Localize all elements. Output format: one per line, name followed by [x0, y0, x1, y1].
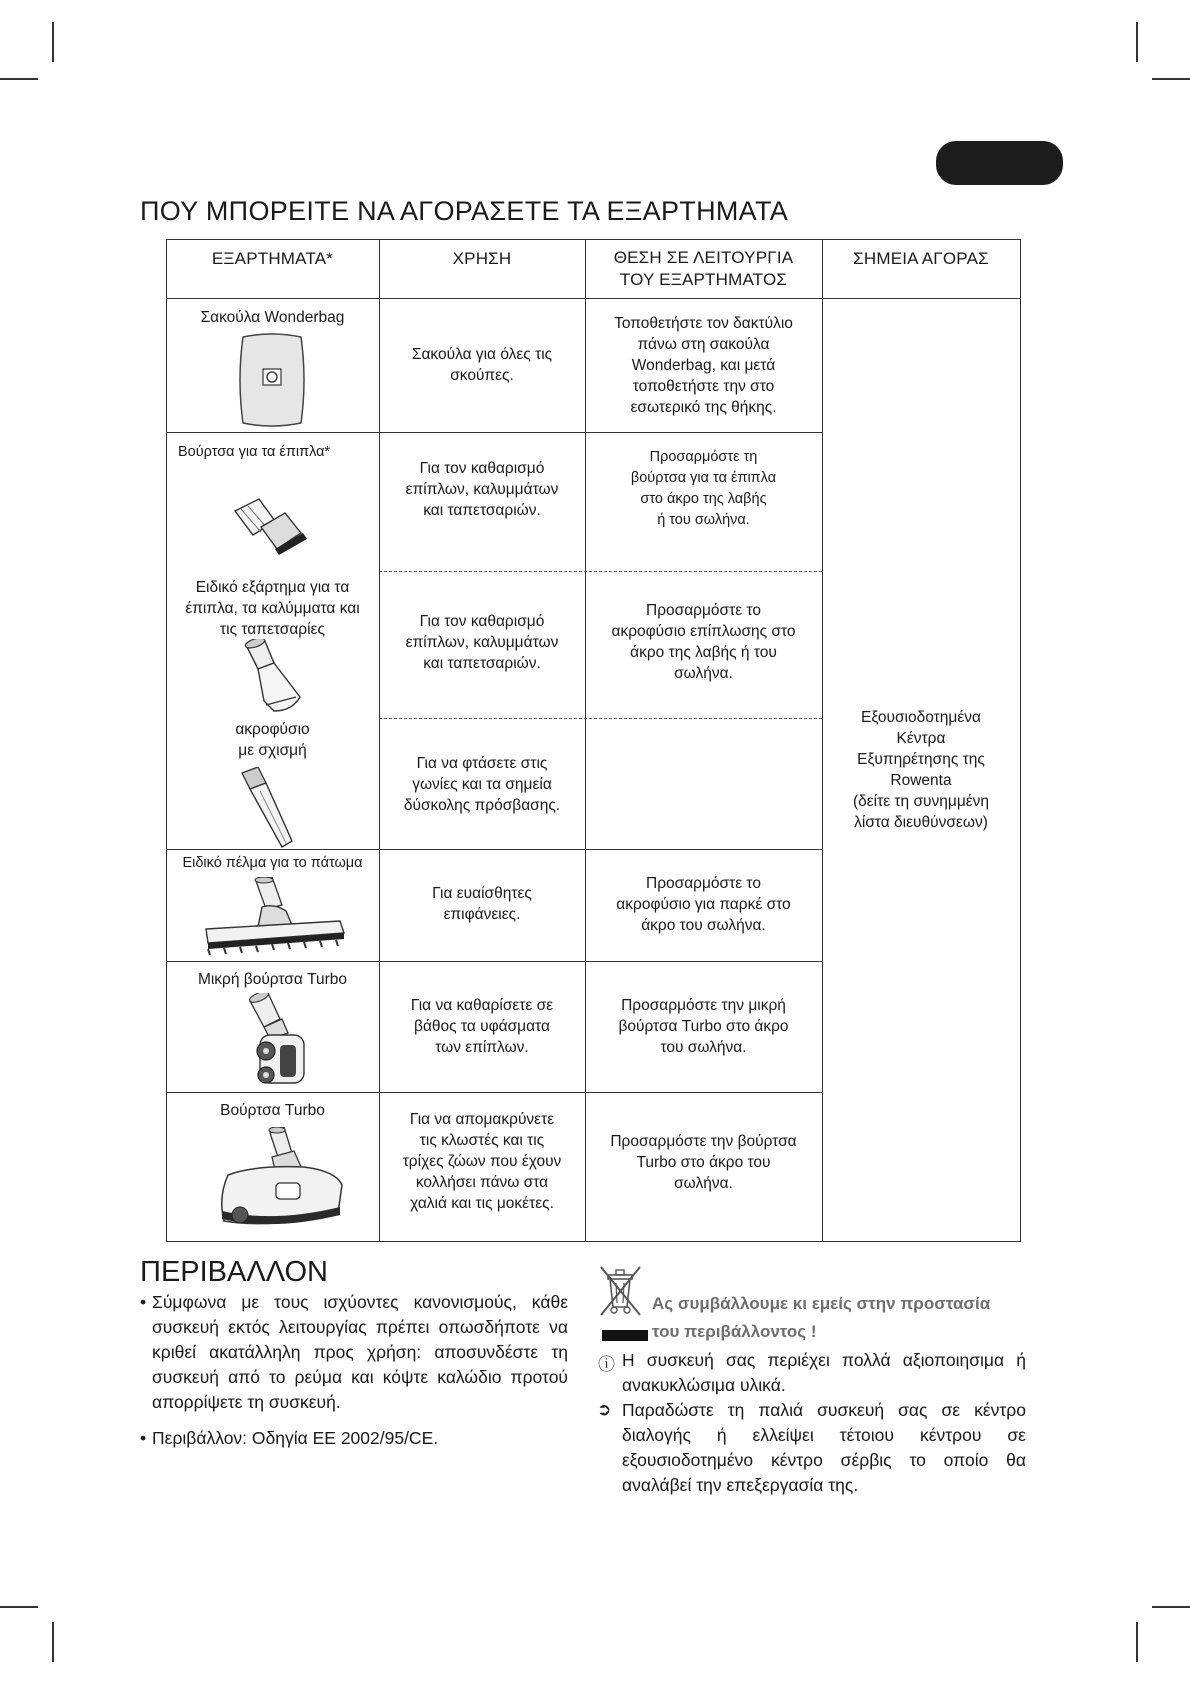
crossed-bin-icon: [598, 1265, 644, 1317]
usage-cell: Σακούλα για όλες τις σκούπες.: [411, 346, 553, 384]
page-title: ΠΟΥ ΜΠΟΡΕΙΤΕ ΝΑ ΑΓΟΡΑΣΕΤΕ ΤΑ ΕΞΑΡΤΗΜΑΤΑ: [140, 196, 789, 226]
language-tab: [936, 141, 1063, 185]
position-cell: Προσαρμόστε το ακροφύσιο για παρκέ στο άκρο του σωλήνα.: [616, 874, 791, 934]
crop-mark: [1136, 22, 1138, 62]
environment-bullet: [140, 1426, 568, 1451]
eco-title: Ας συμβάλλουμε κι εμείς στην προστασία: [652, 1294, 991, 1313]
position-cell: Προσαρμόστε τη βούρτσα για τα έπιπλα στο άκρο της λαβής ή του σωλήνα.: [630, 449, 777, 528]
turbo-brush-icon: [214, 1127, 350, 1231]
crop-mark: [0, 78, 38, 80]
position-cell: Προσαρμόστε την βούρτσα Turbo στο άκρο του σωλήνα.: [610, 1132, 797, 1192]
col-header-usage: ΧΡΗΣΗ: [452, 249, 512, 268]
table-row-divider: [166, 1092, 822, 1093]
dust-bag-icon: [235, 333, 309, 427]
mini-turbo-brush-icon: [244, 993, 312, 1089]
col-header-accessories: ΕΞΑΡΤΗΜΑΤΑ*: [211, 249, 334, 268]
crop-mark: [52, 1622, 54, 1662]
accessory-name: Βούρτσα Turbo: [220, 1102, 325, 1119]
table-border: [1020, 239, 1021, 1241]
bullet-text: Σύμφωνα με τους ισχύοντες κανονισμούς, κάθε συσκευή εκτός λειτουργίας πρέπει οπωσδήποτε να κριθεί ακατάλληλη προς χρήση: αποσυνδέστε τη συσκευή από το ρεύμα και κόψτε καλώδιο προτού απορρίψετε τη συσκευή.: [152, 1292, 568, 1412]
position-cell: Τοποθετήστε τον δακτύλιο πάνω στη σακούλα Wonderbag, και μετά τοποθετήστε την στο εσωτερικό της θήκης.: [614, 314, 793, 416]
bullet-mark: •: [140, 1428, 147, 1448]
crop-mark: [1152, 1606, 1190, 1608]
accessory-name: ακροφύσιο με σχισμή: [235, 721, 310, 759]
arrow-icon: ➲: [597, 1400, 612, 1419]
col-header-purchase: ΣΗΜΕΙΑ ΑΓΟΡΑΣ: [853, 249, 989, 268]
bullet-mark: •: [140, 1292, 147, 1312]
accessory-name: Ειδικό πέλμα για το πάτωμα: [182, 855, 363, 871]
crop-mark: [52, 22, 54, 62]
accessory-name: Σακούλα Wonderbag: [200, 309, 345, 326]
position-cell: Προσαρμόστε το ακροφύσιο επίπλωσης στο άκρο της λαβής ή του σωλήνα.: [611, 602, 796, 682]
arrow-text: Παραδώστε τη παλιά συσκευή σας σε κέντρο διαλογής ή ελλείψει τέτοιου κέντρου σε εξουσιοδοτημένο κέντρο σέρβις το οποίο θα αναλάβεί την επεξεργασία της.: [622, 1400, 1026, 1495]
table-row-divider: [166, 432, 822, 433]
accessories-table: [166, 239, 1021, 1241]
eco-title: του περιβάλλοντος !: [652, 1322, 817, 1341]
table-row-divider: [166, 961, 822, 962]
crevice-nozzle-icon: [236, 767, 298, 849]
furniture-brush-icon: [231, 497, 311, 555]
usage-cell: Για τον καθαρισμό επίπλων, καλυμμάτων και ταπετσαριών.: [405, 459, 559, 519]
usage-cell: Για ευαίσθητες επιφάνειες.: [432, 885, 532, 923]
crop-mark: [1136, 1622, 1138, 1662]
crop-mark: [1152, 78, 1190, 80]
usage-cell: Για να απομακρύνετε τις κλωστές και τις τρίχες ζώων που έχουν κολλήσει πάνω στα χαλιά και τις μοκέτες.: [402, 1110, 562, 1212]
accessory-name: Μικρή βούρτσα Turbo: [197, 971, 348, 988]
info-text: Η συσκευή σας περιέχει πολλά αξιοποιησιμα ή ανακυκλώσιμα υλικά.: [622, 1350, 1026, 1395]
crop-mark: [0, 1606, 38, 1608]
col-header-position: ΘΕΣΗ ΣΕ ΛΕΙΤΟΥΡΓΙΑ ΤΟΥ ΕΞΑΡΤΗΜΑΤΟΣ: [613, 248, 794, 289]
parquet-brush-icon: [200, 877, 348, 957]
position-cell: [585, 718, 822, 849]
purchase-points-cell: Εξουσιοδοτημένα Κέντρα Εξυπηρέτησης της Rowenta (δείτε τη συνημμένη λίστα διευθύνσεων): [852, 709, 990, 831]
table-row-divider: [166, 849, 822, 850]
environment-bullet: [140, 1290, 568, 1415]
usage-cell: Για να φτάσετε στις γωνίες και τα σημεία δύσκολης πρόσβασης.: [403, 754, 561, 814]
upholstery-nozzle-icon: [234, 639, 306, 714]
table-border: [166, 1241, 1021, 1242]
info-icon: ⓘ: [598, 1355, 615, 1374]
position-cell: Προσαρμόστε την μικρή βούρτσα Turbo στο άκρο του σωλήνα.: [618, 996, 789, 1056]
bullet-text: Περιβάλλον: Οδηγία ΕΕ 2002/95/CE.: [152, 1428, 439, 1448]
accessory-name: Ειδικό εξάρτημα για τα έπιπλα, τα καλύμματα και τις ταπετσαρίες: [185, 579, 360, 638]
usage-cell: Για τον καθαρισμό επίπλων, καλυμμάτων και ταπετσαριών.: [405, 612, 559, 672]
usage-cell: Για να καθαρίσετε σε βάθος τα υφάσματα των επίπλων.: [410, 996, 554, 1056]
environment-title: ΠΕΡΙΒΑΛΛΟΝ: [140, 1256, 329, 1288]
accessory-name: Βούρτσα για τα έπιπλα*: [178, 444, 331, 460]
table-row-divider: [379, 571, 822, 572]
eco-bar: [602, 1330, 648, 1341]
table-row-divider: [166, 298, 1021, 299]
